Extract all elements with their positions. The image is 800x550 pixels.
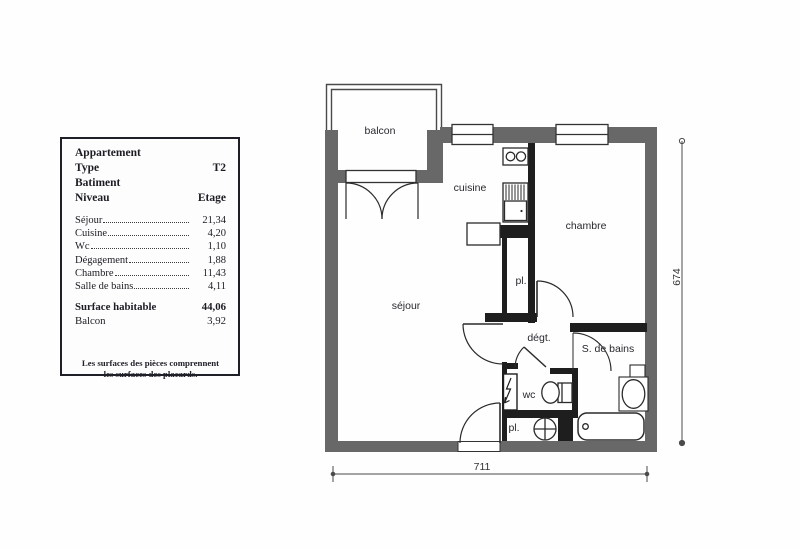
room-area: 1,10 xyxy=(207,241,226,253)
room-area: 11,43 xyxy=(202,267,226,279)
wall-placard-left xyxy=(502,238,507,313)
header-label: Appartement xyxy=(75,147,141,159)
wall-wc-sdb xyxy=(572,370,578,418)
room-area: 4,11 xyxy=(208,281,226,293)
entrance-door xyxy=(460,403,500,443)
cooktop-fixture xyxy=(503,148,528,165)
header-label: Type xyxy=(75,162,100,174)
dimension-height-label: 674 xyxy=(671,268,683,286)
sink-fixture xyxy=(619,365,648,411)
header-label: Batiment xyxy=(75,177,121,189)
room-label-salle-de-bains: S. de bains xyxy=(581,343,635,355)
room-name: Séjour xyxy=(75,215,103,226)
dimension-width-label: 711 xyxy=(473,461,491,473)
room-name: Wc xyxy=(75,241,90,253)
footnote-line: Les surfaces des pièces comprennent xyxy=(81,358,220,369)
room-label-placard-upper: pl. xyxy=(515,275,527,287)
room-label-chambre: chambre xyxy=(565,220,607,232)
dimension-height xyxy=(671,138,685,445)
footnote-line: les surfaces des placards. xyxy=(103,369,198,380)
wc-door xyxy=(515,347,546,367)
toilet-fixture xyxy=(542,382,572,403)
electrical-shaft xyxy=(504,374,518,410)
room-area: 21,34 xyxy=(202,215,226,226)
room-name: Cuisine xyxy=(75,228,108,240)
room-label-degagement: dégt. xyxy=(527,332,551,344)
room-name: Chambre xyxy=(75,267,114,279)
wall-placard-bottom xyxy=(485,313,537,322)
wall-wc-top-left xyxy=(506,363,518,369)
room-area: 4,20 xyxy=(207,228,226,240)
room-area: 1,88 xyxy=(207,254,226,266)
balcony-door-opening xyxy=(346,171,416,183)
technical-shaft xyxy=(500,225,535,238)
wall-chambre-sdb xyxy=(570,323,647,332)
chambre-door xyxy=(537,281,573,317)
wall-laundry-right xyxy=(558,418,573,441)
counter-fixture xyxy=(467,223,500,245)
entrance-opening xyxy=(458,442,500,452)
total-name: Surface habitable xyxy=(75,301,157,314)
header-value: Etage xyxy=(197,192,226,204)
room-label-balcon: balcon xyxy=(364,125,396,137)
room-label-placard-lower: pl. xyxy=(508,422,520,434)
fridge-fixture xyxy=(503,183,528,222)
sejour-degagement-door xyxy=(463,324,503,364)
window-chambre xyxy=(556,125,608,145)
wall-wc-bottom xyxy=(502,410,575,418)
bathtub-fixture xyxy=(578,413,644,440)
header-label: Niveau xyxy=(75,192,110,204)
window-cuisine xyxy=(452,125,493,145)
dimension-width xyxy=(331,461,649,482)
total-name: Balcon xyxy=(75,314,106,327)
room-label-sejour: séjour xyxy=(391,300,421,312)
room-label-cuisine: cuisine xyxy=(453,182,487,194)
header-value: T2 xyxy=(212,162,226,174)
bath-fixtures xyxy=(534,365,648,440)
room-name: Dégagement xyxy=(75,254,129,266)
balcony-french-door xyxy=(346,183,418,219)
room-label-wc: wc xyxy=(522,389,536,401)
washing-machine-fixture xyxy=(534,418,556,440)
total-area: 3,92 xyxy=(207,314,226,327)
room-name: Salle de bains xyxy=(75,281,134,293)
total-area: 44,06 xyxy=(201,301,226,314)
